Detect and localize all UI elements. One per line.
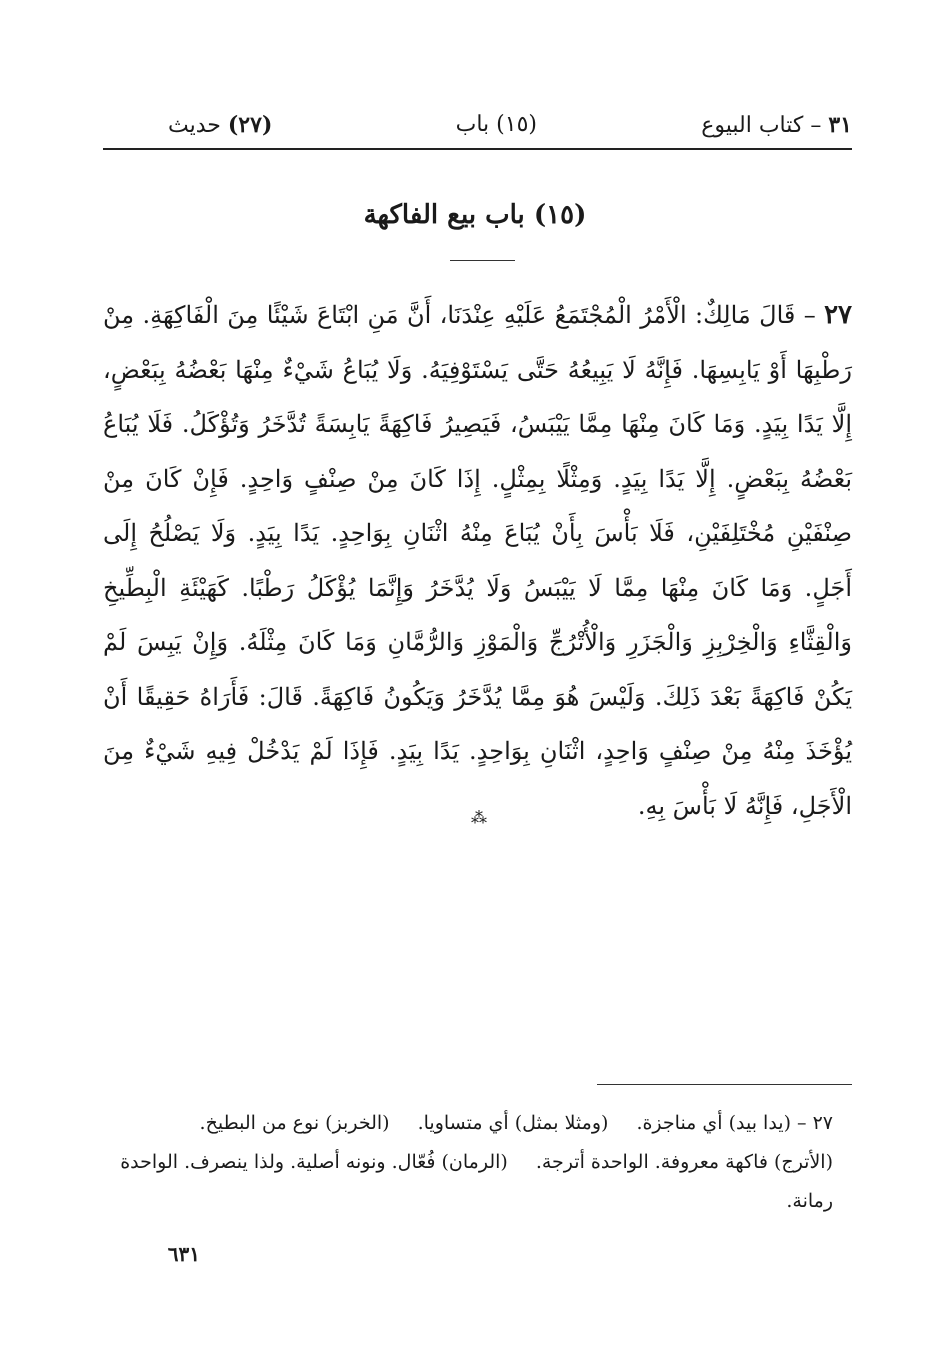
- title-underline: [450, 260, 515, 261]
- hadith-word: حديث: [168, 113, 221, 138]
- footnote-utruj: (الأترج) فاكهة معروفة. الواحدة أترجة.: [535, 1151, 833, 1173]
- footnote-line: [103, 1104, 833, 1143]
- hadith-number: ٢٧: [824, 300, 852, 330]
- chapter-number: (١٥): [496, 112, 537, 137]
- hadith-heading-number: (٢٧): [227, 112, 273, 138]
- footnotes: [103, 1104, 833, 1221]
- chapter-heading: [456, 112, 537, 137]
- chapter-word: باب: [455, 112, 490, 137]
- footnote-line: [103, 1143, 833, 1182]
- footnote-mithlan: (ومثلا بمثل) أي متساويا.: [417, 1112, 609, 1134]
- section-title: (١٥) باب بيع الفاكهة: [363, 200, 587, 230]
- book-title: – كتاب البيوع: [701, 113, 822, 138]
- footnote-yadan-biyad: ٢٧ – (يدا بيد) أي مناجزة.: [636, 1112, 833, 1134]
- running-header: [103, 108, 852, 150]
- book-heading: [701, 112, 852, 138]
- footnote-rule: [597, 1084, 852, 1085]
- footnote-rumman: (الرمان) فُعّال. ونونه أصلية. ولذا ينصرف. الواحدة: [120, 1151, 508, 1173]
- page-number: ٦٣١: [167, 1242, 200, 1266]
- footnote-khirbiz: (الخربز) نوع من البطيخ.: [199, 1112, 390, 1134]
- footnote-rumman-cont: رمانة.: [786, 1190, 833, 1212]
- book-number: ٣١: [828, 112, 852, 138]
- hadith-text: – قَالَ مَالِكٌ: الْأَمْرُ الْمُجْتَمَعُ عَلَيْهِ عِنْدَنَا، أَنَّ مَنِ ابْتَاعَ شَيْئًا مِنَ الْفَاكِهَةِ. مِنْ رَطْبِهَا أَوْ يَابِسِهَا. فَإِنَّهُ لَا يَبِيعُهُ حَتَّى يَسْتَوْفِيَهُ. وَلَا يُبَاعُ شَيْءٌ مِنْهَا بَعْضُهُ بِبَعْضٍ، إِلَّا يَدًا بِيَدٍ. وَمَا كَانَ مِنْهَا مِمَّا يَيْبَسُ، فَيَصِيرُ فَاكِهَةً يَابِسَةً تُدَّخَرُ وَتُؤْكَلُ. فَلَا يُبَاعُ بَعْضُهُ بِبَعْضٍ. إِلَّا يَدًا بِيَدٍ. وَمِثْلًا بِمِثْلٍ. إِذَا كَانَ مِنْ صِنْفٍ وَاحِدٍ. فَإِنْ كَانَ مِنْ صِنْفَيْنِ مُخْتَلِفَيْنِ، فَلَا بَأْسَ بِأَنْ يُبَاعَ مِنْهُ اثْنَانِ بِوَاحِدٍ. يَدًا بِيَدٍ. وَلَا يَصْلُحُ إِلَى أَجَلٍ. وَمَا كَانَ مِنْهَا مِمَّا لَا يَيْبَسُ وَلَا يُدَّخَرُ وَإِنَّمَا يُؤْكَلُ رَطْبًا. كَهَيْئَةِ الْبِطِّيخِ وَالْقِثَّاءِ وَالْخِرْبِزِ وَالْجَزَرِ وَالْأُتْرُجِّ وَالْمَوْزِ وَالرُّمَّانِ وَمَا كَانَ مِثْلَهُ. وَإِنْ يَبِسَ لَمْ يَكُنْ فَاكِهَةً بَعْدَ ذَلِكَ. وَلَيْسَ هُوَ مِمَّا يُدَّخَرُ وَيَكُونُ فَاكِهَةً. قَالَ: فَأَرَاهُ حَقِيقًا أَنْ يُؤْخَذَ مِنْهُ مِنْ صِنْفٍ وَاحِدٍ، اثْنَانِ بِوَاحِدٍ. يَدًا بِيَدٍ. فَإِذَا لَمْ يَدْخُلْ فِيهِ شَيْءٌ مِنَ الْأَجَلِ، فَإِنَّهُ لَا بَأْسَ بِهِ.: [103, 301, 852, 820]
- footnote-line: [103, 1182, 833, 1221]
- hadith-heading: [168, 112, 272, 138]
- hadith-paragraph: [103, 288, 852, 833]
- asterism-separator: ⁂: [471, 808, 489, 827]
